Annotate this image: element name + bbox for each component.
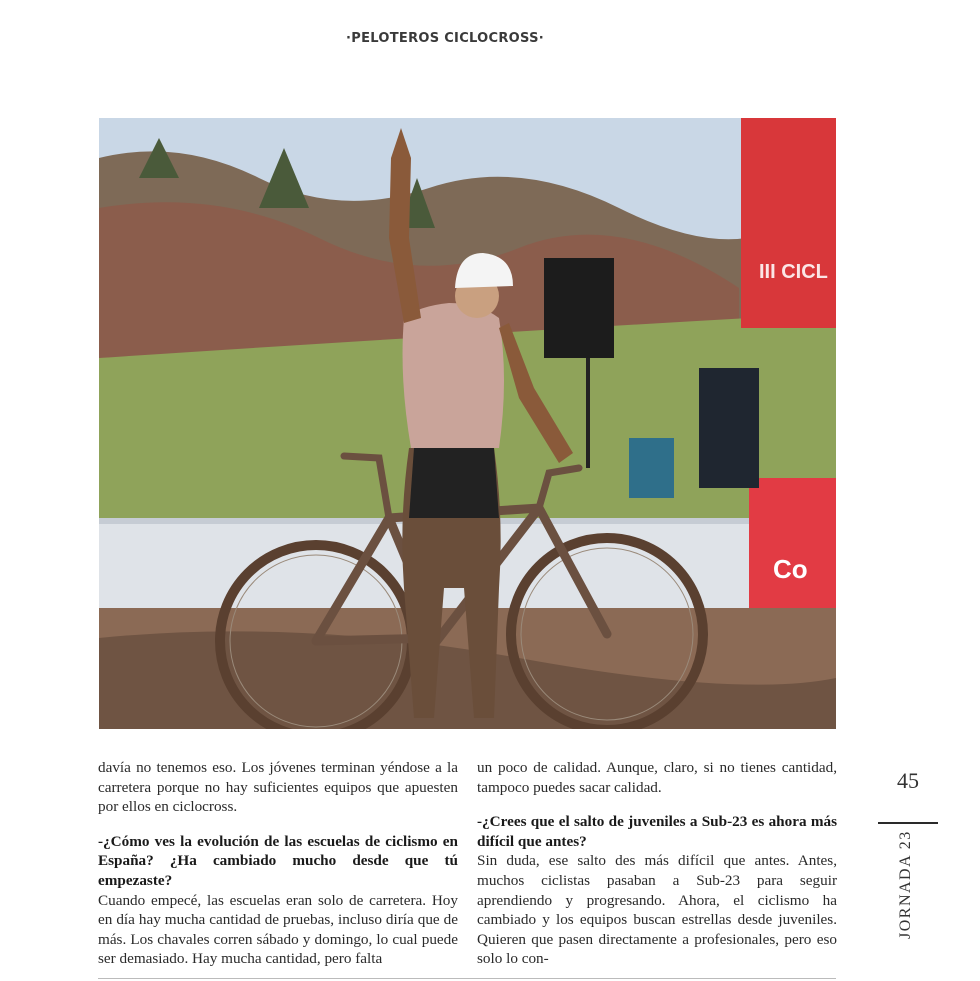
section-header: ·PELOTEROS CICLOCROSS·	[346, 31, 544, 46]
cyclist-photo	[99, 118, 836, 729]
banner-text-top: III CICL	[759, 261, 828, 283]
sidebar-divider	[878, 822, 938, 824]
right-column	[477, 758, 837, 969]
banner-text-bottom: Co	[773, 554, 808, 584]
left-answer-text: Cuando empecé, las escuelas eran solo de carretera. Hoy en día hay mucha cantidad de pruebas, incluso diría que de más. Los chavales corren sábado y domingo, lo cual puede ser demasiado. Hay mucha cantidad, pero falta	[98, 891, 458, 968]
left-column	[98, 758, 458, 969]
issue-label: JORNADA 23	[897, 830, 914, 939]
right-answer-text: Sin duda, ese salto des más difícil que antes. Antes, muchos ciclistas pasaban a Sub-23 para seguir aprendiendo y progresando. Ahora, el ciclismo ha cambiado y los equipos buscan estrellas desde juveniles. Quieren que pasen directamente a profesionales, pero eso solo lo con-	[477, 852, 837, 968]
left-continuation-text: davía no tenemos eso. Los jóvenes terminan yéndose a la carretera porque no hay suficientes equipos que apuesten por ellos en ciclocross.	[98, 759, 458, 816]
right-continuation-text: un poco de calidad. Aunque, claro, si no tienes cantidad, tampoco puedes sacar calidad.	[477, 759, 837, 796]
bottom-divider	[98, 978, 836, 979]
right-question: -¿Crees que el salto de juveniles a Sub-23 es ahora más difícil que antes?	[477, 813, 837, 850]
page-number: 45	[897, 768, 919, 793]
left-question: -¿Cómo ves la evolución de las escuelas de ciclismo en España? ¿Ha cambiado mucho desde que tú empezaste?	[98, 832, 458, 889]
